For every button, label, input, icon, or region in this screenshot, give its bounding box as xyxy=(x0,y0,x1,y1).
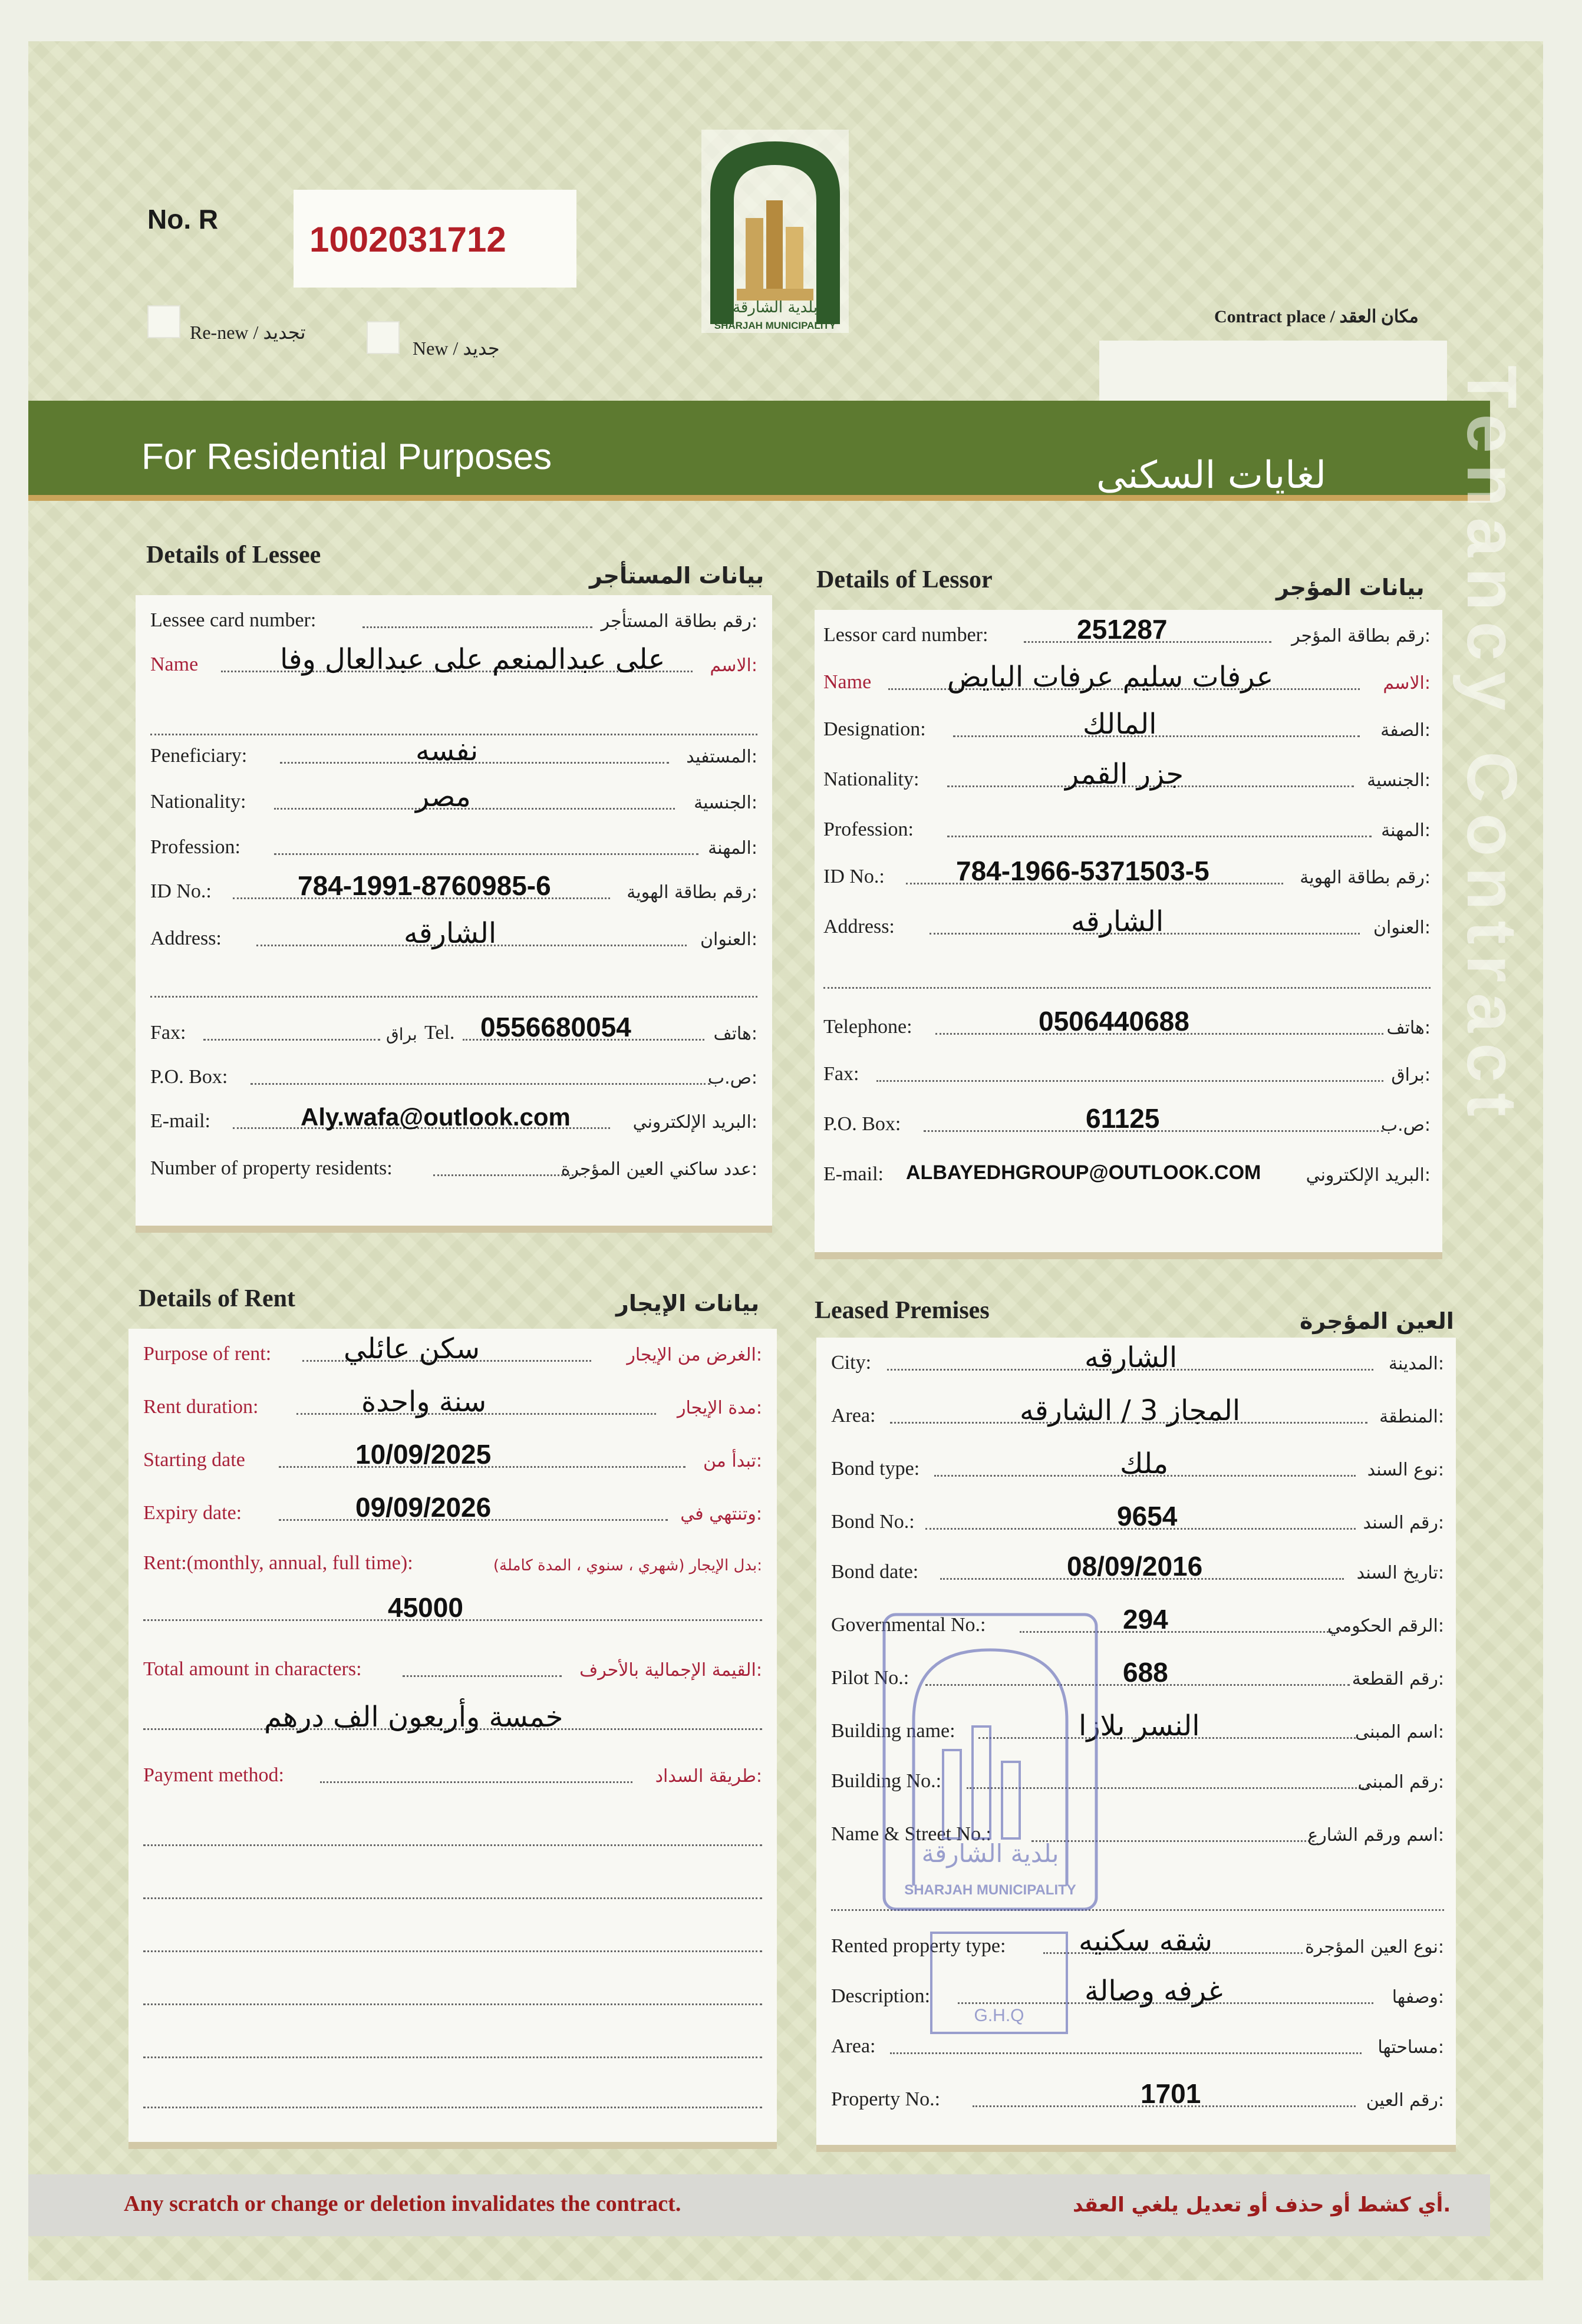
premises-description-value: غرفه وصالة xyxy=(1085,1975,1223,2008)
contract-place-label: Contract place / مكان العقد xyxy=(1214,307,1419,326)
rent-total-label: Total amount in characters: xyxy=(143,1658,362,1680)
premises-city-label-ar: المدينة: xyxy=(1388,1354,1444,1374)
rent-purpose-label: Purpose of rent: xyxy=(143,1343,272,1365)
lessor-nationality-label: Nationality: xyxy=(823,768,919,790)
rent-payment-label-ar: طريقة السداد: xyxy=(655,1766,762,1787)
lessor-name-label: Name xyxy=(823,671,872,693)
lessor-email-value: ALBAYEDHGROUP@OUTLOOK.COM xyxy=(906,1161,1261,1184)
premises-bond-date-label: Bond date: xyxy=(831,1561,919,1583)
band-title-ar: لغايات السكنى xyxy=(1096,454,1327,497)
premises-bond-date-value: 08/09/2016 xyxy=(1067,1551,1203,1582)
rent-payment-label: Payment method: xyxy=(143,1764,284,1786)
premises-heading: Leased Premises xyxy=(815,1297,990,1324)
lessor-designation-label-ar: الصفة: xyxy=(1380,720,1431,741)
premises-area2-label: Area: xyxy=(831,2035,876,2057)
lessor-fax-row[interactable] xyxy=(823,1049,1431,1090)
premises-area-label: Area: xyxy=(831,1405,876,1427)
sharjah-municipality-logo xyxy=(701,130,849,333)
lessee-address-value: الشارقه xyxy=(404,917,497,950)
lessee-heading: Details of Lessee xyxy=(146,542,321,569)
lessor-email-label: E-mail: xyxy=(823,1163,884,1185)
contract-number-label: No. R xyxy=(147,204,219,235)
premises-gov-no-value: 294 xyxy=(1123,1604,1168,1635)
lessee-nationality-label: Nationality: xyxy=(150,791,246,813)
lessor-name-label-ar: الاسم: xyxy=(1383,673,1431,694)
premises-street-label: Name & Street No.: xyxy=(831,1823,991,1845)
rent-duration-label: Rent duration: xyxy=(143,1396,259,1418)
lessor-name-value: عرفات سليم عرفات البايض xyxy=(947,661,1274,694)
rent-purpose-label-ar: الغرض من الإيجار: xyxy=(627,1345,762,1365)
premises-plot-no-label-ar: رقم القطعة: xyxy=(1352,1669,1444,1689)
premises-area2-label-ar: مساحتها: xyxy=(1377,2037,1444,2058)
lessor-nationality-label-ar: الجنسية: xyxy=(1367,770,1431,791)
lessee-pobox-row[interactable] xyxy=(150,1052,757,1093)
rent-start-row[interactable] xyxy=(143,1435,762,1476)
lessor-email-row[interactable] xyxy=(823,1149,1431,1190)
lessee-beneficiary-row[interactable] xyxy=(150,731,757,772)
rent-amount-label: Rent:(monthly, annual, full time): xyxy=(143,1552,413,1574)
payment-line-1 xyxy=(143,1844,762,1846)
lessee-fax-label: Fax: xyxy=(150,1022,186,1044)
lessor-designation-value: المالك xyxy=(1083,708,1157,741)
rent-start-label: Starting date xyxy=(143,1449,245,1471)
premises-bond-type-label: Bond type: xyxy=(831,1458,920,1480)
lessee-id-label: ID No.: xyxy=(150,880,212,902)
rent-expiry-row[interactable] xyxy=(143,1488,762,1529)
lessor-heading-ar: بيانات المؤجر xyxy=(1276,575,1425,600)
lessee-email-value: Aly.wafa@outlook.com xyxy=(301,1103,571,1131)
lessor-card-value: 251287 xyxy=(1077,614,1168,645)
lessor-designation-row[interactable] xyxy=(823,704,1431,745)
lessee-panel xyxy=(136,595,772,1233)
premises-bond-type-row[interactable] xyxy=(831,1444,1444,1485)
lessee-fax-label-ar: براق xyxy=(386,1025,417,1044)
premises-description-label: Description: xyxy=(831,1985,931,2007)
rent-amount-value: 45000 xyxy=(388,1592,463,1623)
lessor-address-row[interactable] xyxy=(823,902,1431,943)
lessee-pobox-label-ar: ص.ب: xyxy=(707,1068,757,1088)
lessor-designation-label: Designation: xyxy=(823,718,926,740)
lessee-id-row[interactable] xyxy=(150,866,757,907)
lessee-email-label: E-mail: xyxy=(150,1110,210,1132)
rent-total-label-row xyxy=(143,1644,762,1685)
logo-text-en: SHARJAH MUNICIPALITY xyxy=(714,320,836,331)
rent-amount-row[interactable] xyxy=(143,1588,762,1629)
lessor-panel xyxy=(815,610,1442,1259)
stamp-text-ghq: G.H.Q xyxy=(974,2006,1024,2025)
lessor-address-label: Address: xyxy=(823,916,895,937)
payment-line-6 xyxy=(143,2107,762,2108)
lessee-beneficiary-label-ar: المستفيد: xyxy=(686,747,757,767)
premises-bond-date-label-ar: تاريخ السند: xyxy=(1356,1563,1444,1583)
lessor-card-label-ar: رقم بطاقة المؤجر: xyxy=(1291,626,1431,646)
premises-bond-no-label-ar: رقم السند: xyxy=(1363,1513,1444,1533)
lessee-name-row[interactable] xyxy=(150,639,757,681)
premises-plot-no-label: Pilot No.: xyxy=(831,1667,909,1689)
lessor-name-row[interactable] xyxy=(823,657,1431,698)
premises-plot-no-value: 688 xyxy=(1123,1657,1168,1688)
lessee-nationality-row[interactable] xyxy=(150,777,757,818)
premises-building-no-label-ar: رقم المبنى: xyxy=(1357,1772,1444,1792)
band-title-en: For Residential Purposes xyxy=(141,437,552,477)
lessee-id-label-ar: رقم بطاقة الهوية: xyxy=(627,882,757,903)
lessee-beneficiary-label: Peneficiary: xyxy=(150,745,248,767)
lessor-pobox-value: 61125 xyxy=(1086,1103,1160,1134)
premises-bond-type-value: ملك xyxy=(1120,1447,1169,1480)
rent-purpose-row[interactable] xyxy=(143,1329,762,1370)
lessee-residents-row[interactable] xyxy=(150,1143,757,1184)
lessor-id-label: ID No.: xyxy=(823,866,885,887)
lessor-telephone-row[interactable] xyxy=(823,1002,1431,1043)
lessor-heading: Details of Lessor xyxy=(816,566,993,593)
lessee-tel-label: Tel. xyxy=(424,1022,455,1044)
lessor-pobox-label-ar: ص.ب: xyxy=(1380,1115,1431,1135)
lessee-name-value: على عبدالمنعم على عبدالعال وفا xyxy=(280,643,665,676)
lessee-name-label: Name xyxy=(150,653,199,675)
rent-heading-ar: بيانات الإيجار xyxy=(616,1290,760,1316)
side-title xyxy=(1452,365,1550,2133)
premises-property-no-label-ar: رقم العين: xyxy=(1366,2090,1444,2111)
lessor-pobox-row[interactable] xyxy=(823,1099,1431,1140)
lessee-nationality-label-ar: الجنسية: xyxy=(694,793,757,813)
premises-bond-no-label: Bond No.: xyxy=(831,1511,915,1533)
lessee-nationality-value: مصر xyxy=(416,780,471,813)
rent-heading: Details of Rent xyxy=(139,1285,295,1312)
payment-line-2 xyxy=(143,1897,762,1899)
lessee-tel-value: 0556680054 xyxy=(480,1012,631,1042)
premises-building-name-value: النسر بلازا xyxy=(1079,1709,1200,1742)
logo-text-ar: بلدية الشارقة xyxy=(732,299,818,316)
side-title-text: Tenancy Contract xyxy=(1452,365,1531,1127)
rent-expiry-label-ar: وتنتهي في: xyxy=(680,1504,762,1524)
rent-purpose-value: سكن عائلي xyxy=(344,1332,480,1365)
premises-heading-ar: العين المؤجرة xyxy=(1300,1308,1454,1334)
lessor-id-value: 784-1966-5371503-5 xyxy=(956,856,1209,886)
rent-total-row[interactable] xyxy=(143,1697,762,1738)
lessor-nationality-row[interactable] xyxy=(823,754,1431,795)
stamp-text-ar: بلدية الشارقة xyxy=(921,1839,1059,1868)
municipality-stamp xyxy=(878,1603,1102,2051)
lessee-residents-label-ar: عدد ساكني العين المؤجرة: xyxy=(561,1159,757,1180)
premises-type-label: Rented property type: xyxy=(831,1935,1006,1957)
rent-start-label-ar: تبدأ من: xyxy=(703,1451,762,1471)
footer-warning-ar: أي كشط أو حذف أو تعديل يلغي العقد. xyxy=(1073,2193,1451,2217)
lessee-profession-label-ar: المهنة: xyxy=(708,838,757,859)
premises-property-no-label: Property No.: xyxy=(831,2088,941,2110)
lessor-profession-label-ar: المهنة: xyxy=(1381,820,1431,841)
lessee-profession-label: Profession: xyxy=(150,836,240,858)
rent-duration-value: سنة واحدة xyxy=(361,1385,487,1418)
premises-city-value: الشارقه xyxy=(1085,1341,1178,1374)
lessee-address-label: Address: xyxy=(150,927,222,949)
lessor-telephone-label-ar: هاتف: xyxy=(1386,1018,1431,1038)
lessee-address-line2 xyxy=(150,996,757,998)
rent-amount-label-ar: بدل الإيجار (شهري ، سنوي ، المدة كاملة): xyxy=(493,1557,762,1574)
lessee-tel-label-ar: هاتف: xyxy=(713,1024,757,1044)
lessor-address-line2 xyxy=(823,987,1431,989)
rent-total-label-ar: القيمة الإجمالية بالأحرف: xyxy=(579,1660,762,1681)
rent-expiry-label: Expiry date: xyxy=(143,1502,242,1524)
payment-line-3 xyxy=(143,1950,762,1952)
premises-area-label-ar: المنطقة: xyxy=(1379,1407,1444,1427)
rent-amount-label-row xyxy=(143,1538,762,1579)
premises-bond-type-label-ar: نوع السند: xyxy=(1367,1460,1444,1480)
rent-panel xyxy=(128,1329,777,2149)
lessee-heading-ar: بيانات المستأجر xyxy=(589,563,764,589)
stamp-text-en: SHARJAH MUNICIPALITY xyxy=(904,1882,1076,1898)
premises-bond-no-row[interactable] xyxy=(831,1497,1444,1538)
lessee-beneficiary-value: نفسه xyxy=(416,734,479,767)
premises-area-value: المجاز 3 / الشارقه xyxy=(1020,1394,1241,1427)
footer-warning-en: Any scratch or change or deletion invalidates the contract. xyxy=(124,2191,681,2216)
rent-payment-row[interactable] xyxy=(143,1750,762,1791)
new-checkbox[interactable] xyxy=(367,321,400,354)
premises-street-label-ar: اسم ورقم الشارع: xyxy=(1307,1825,1444,1846)
rent-total-value: خمسة وأربعون الف درهم xyxy=(264,1701,563,1734)
lessor-pobox-label: P.O. Box: xyxy=(823,1113,901,1135)
premises-bond-date-row[interactable] xyxy=(831,1547,1444,1588)
lessor-address-label-ar: العنوان: xyxy=(1373,917,1431,938)
premises-type-label-ar: نوع العين المؤجرة: xyxy=(1305,1937,1444,1957)
lessee-card-label-ar: رقم بطاقة المستأجر: xyxy=(601,611,757,632)
new-label: New / جديد xyxy=(413,338,500,359)
lessee-id-value: 784-1991-8760985-6 xyxy=(298,870,551,901)
premises-building-name-label: Building name: xyxy=(831,1720,955,1742)
lessee-pobox-label: P.O. Box: xyxy=(150,1066,228,1088)
lessor-card-label: Lessor card number: xyxy=(823,624,988,646)
rent-duration-row[interactable] xyxy=(143,1382,762,1423)
premises-area-row[interactable] xyxy=(831,1391,1444,1432)
renew-checkbox[interactable] xyxy=(147,305,180,338)
lessee-email-row[interactable] xyxy=(150,1096,757,1137)
premises-building-no-label: Building No.: xyxy=(831,1770,942,1792)
rent-expiry-value: 09/09/2026 xyxy=(355,1492,492,1523)
contract-number: 1002031712 xyxy=(309,220,506,259)
premises-property-no-row[interactable] xyxy=(831,2074,1444,2115)
lessor-telephone-label: Telephone: xyxy=(823,1016,912,1038)
premises-bond-no-value: 9654 xyxy=(1117,1501,1178,1531)
lessor-profession-label: Profession: xyxy=(823,818,914,840)
lessor-fax-label-ar: براق: xyxy=(1391,1065,1431,1085)
lessor-card-row[interactable] xyxy=(823,610,1431,651)
lessee-fax-tel-row[interactable] xyxy=(150,1008,757,1049)
lessee-email-label-ar: البريد الإلكتروني: xyxy=(632,1112,757,1133)
lessor-email-label-ar: البريد الإلكتروني: xyxy=(1306,1165,1431,1186)
lessee-profession-row[interactable] xyxy=(150,822,757,863)
lessee-name-label-ar: الاسم: xyxy=(710,655,757,676)
lessor-telephone-value: 0506440688 xyxy=(1039,1006,1189,1036)
premises-city-label: City: xyxy=(831,1352,872,1374)
lessor-nationality-value: جزر القمر xyxy=(1065,758,1184,791)
rent-duration-label-ar: مدة الإيجار: xyxy=(677,1398,762,1418)
lessor-profession-row[interactable] xyxy=(823,804,1431,846)
lessee-residents-label: Number of property residents: xyxy=(150,1157,393,1179)
lessor-fax-label: Fax: xyxy=(823,1063,859,1085)
lessor-id-label-ar: رقم بطاقة الهوية: xyxy=(1300,867,1431,888)
lessor-id-row[interactable] xyxy=(823,851,1431,893)
rent-start-value: 10/09/2025 xyxy=(355,1439,492,1470)
payment-line-4 xyxy=(143,2003,762,2005)
premises-gov-no-label-ar: الرقم الحكومي: xyxy=(1327,1616,1444,1636)
lessee-address-row[interactable] xyxy=(150,913,757,955)
lessee-card-row[interactable] xyxy=(150,595,757,636)
premises-building-name-label-ar: اسم المبنى: xyxy=(1354,1722,1444,1742)
renew-label: Re-new / تجديد xyxy=(190,322,306,343)
premises-property-no-value: 1701 xyxy=(1141,2078,1201,2109)
lessee-card-label: Lessee card number: xyxy=(150,609,317,631)
premises-description-label-ar: وصفها: xyxy=(1392,1987,1444,2008)
payment-line-5 xyxy=(143,2056,762,2058)
premises-gov-no-label: Governmental No.: xyxy=(831,1614,986,1636)
lessee-address-label-ar: العنوان: xyxy=(700,929,757,950)
premises-type-value: شقه سكنيه xyxy=(1079,1924,1212,1957)
premises-city-row[interactable] xyxy=(831,1338,1444,1379)
lessor-address-value: الشارقه xyxy=(1071,905,1164,938)
